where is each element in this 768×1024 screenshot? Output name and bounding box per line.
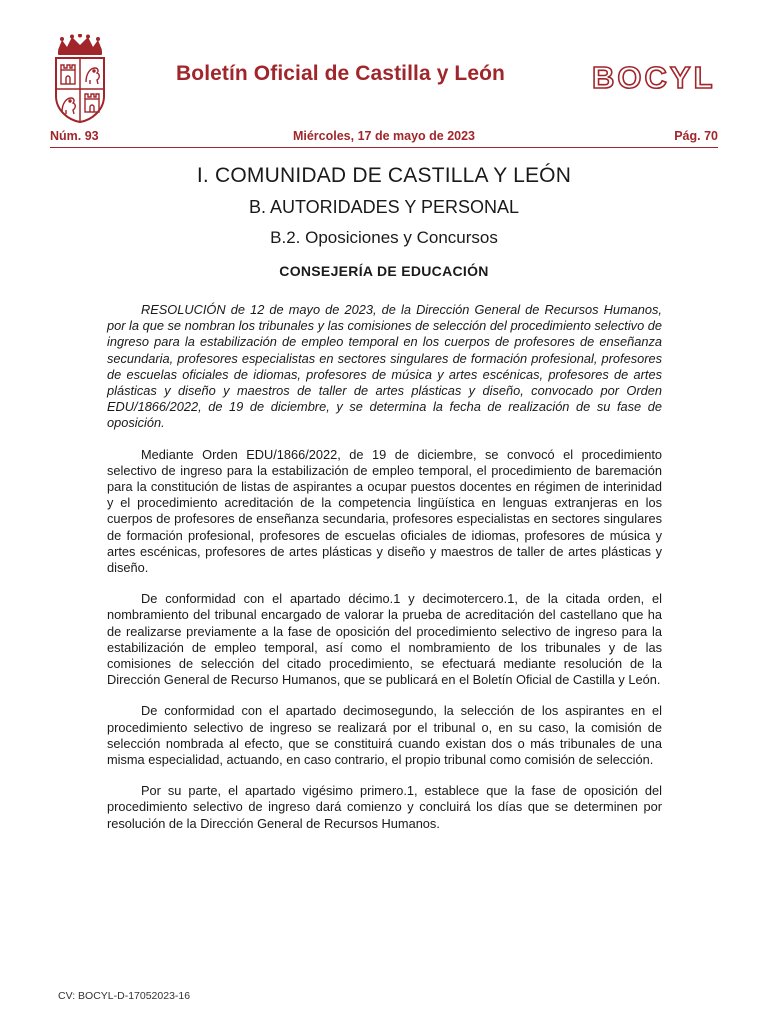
section-heading-level3: B.2. Oposiciones y Concursos — [270, 228, 498, 247]
cv-footer: CV: BOCYL-D-17052023-16 — [58, 990, 191, 1002]
issue-number: Núm. 93 — [50, 129, 99, 143]
header-divider — [50, 147, 718, 148]
body-paragraph: Por su parte, el apartado vigésimo primero.1, establece que la fase de oposición del procedimiento selectivo de ingreso dará comienzo y concluirá los días que se determinen por resolución de la Dirección General de Recursos Humanos. — [107, 783, 662, 831]
body-paragraph: Mediante Orden EDU/1866/2022, de 19 de diciembre, se convocó el procedimiento selectivo de ingreso para la estabilización de empleo temporal, el procedimiento de baremación para la constitución de listas de aspirantes a ocupar puestos docentes en régimen de interinidad y el procedimiento acreditación de la competencia lingüística en lenguas extranjeras en los cuerpos de profesores de enseñanza secundaria, profesores especialistas en sectores singulares de formación profesional, profesores de escuelas oficiales de idiomas, profesores de música y artes escénicas, profesores de artes plásticas y diseño y maestros de taller de artes plásticas y diseño. — [107, 446, 662, 576]
body-paragraph: De conformidad con el apartado decimosegundo, la selección de los aspirantes en el procedimiento selectivo de ingreso se realizará por el tribunal o, en su caso, la comisión de selección nombrada al efecto, que se constituirá cuando existan dos o más tribunales de una misma especialidad, actuando, en caso contrario, el propio tribunal como comisión de selección. — [107, 703, 662, 768]
department-heading: CONSEJERÍA DE EDUCACIÓN — [279, 263, 489, 279]
body-paragraph: De conformidad con el apartado décimo.1 y decimotercero.1, de la citada orden, el nombramiento del tribunal encargado de valorar la prueba de acreditación del castellano que ha de realizarse previamente a la fase de oposición del procedimiento selectivo de ingreso para la estabilización de empleo temporal, así como el nombramiento de los tribunales y de las comisiones de selección del citado procedimiento, se efectuará mediante resolución de la Dirección General de Recurso Humanos, que se publicará en el Boletín Oficial de Castilla y León. — [107, 591, 662, 688]
coat-of-arms-icon — [50, 34, 110, 124]
issue-date: Miércoles, 17 de mayo de 2023 — [292, 129, 476, 143]
bocyl-logo — [592, 60, 720, 94]
bulletin-title: Boletín Oficial de Castilla y León — [176, 62, 505, 85]
bocyl-logo-text: BOCYL — [592, 60, 716, 94]
section-heading-level2: B. AUTORIDADES Y PERSONAL — [248, 197, 520, 217]
issue-meta-row — [50, 129, 718, 147]
resolution-paragraph: RESOLUCIÓN de 12 de mayo de 2023, de la Dirección General de Recursos Humanos, por la que se nombran los tribunales y las comisiones de selección del procedimiento selectivo de ingreso para la estabilización de empleo temporal en los cuerpos de profesores de enseñanza secundaria, profesores especialistas en sectores singulares de formación profesional, profesores de escuelas oficiales de idiomas, profesores de música y artes escénicas, profesores de artes plásticas y diseño y maestros de taller de artes plásticas y diseño, convocado por Orden EDU/1866/2022, de 19 de diciembre, y se determina la fecha de realización de su fase de oposición. — [107, 302, 662, 431]
document-body — [107, 302, 662, 847]
section-heading-level1: I. COMUNIDAD DE CASTILLA Y LEÓN — [196, 164, 572, 187]
page-number: Pág. 70 — [674, 129, 718, 143]
